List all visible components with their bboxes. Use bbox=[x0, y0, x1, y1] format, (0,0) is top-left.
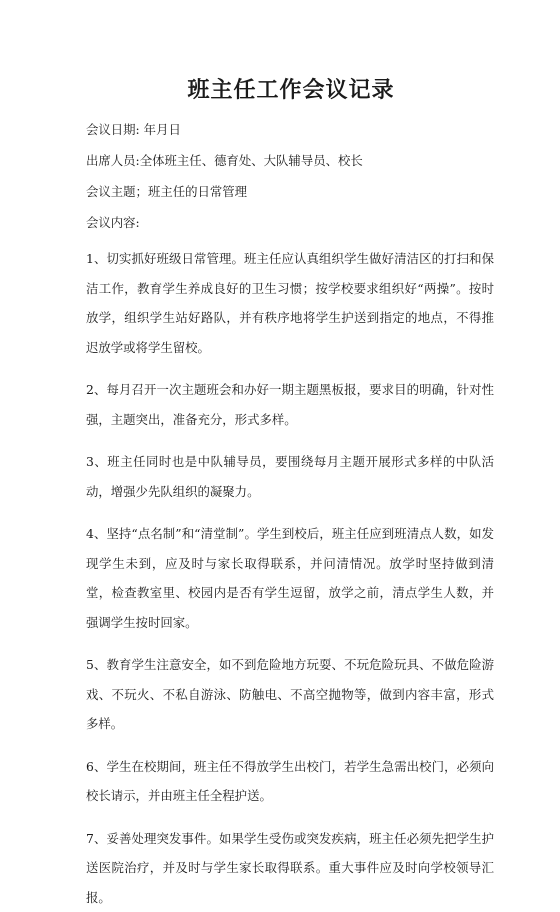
content-item-5: 5、教育学生注意安全，如不到危险地方玩耍、不玩危险玩具、不做危险游戏、不玩火、不私自游泳、防触电、不高空抛物等，做到内容丰富，形式多样。 bbox=[86, 650, 494, 739]
content-item-2: 2、每月召开一次主题班会和办好一期主题黑板报，要求目的明确，针对性强，主题突出，准备充分，形式多样。 bbox=[86, 375, 494, 434]
content-item-6: 6、学生在校期间，班主任不得放学生出校门，若学生急需出校门，必须向校长请示，并由班主任全程护送。 bbox=[86, 752, 494, 811]
meeting-attendees: 出席人员:全体班主任、德育处、大队辅导员、校长 bbox=[86, 152, 494, 170]
meeting-topic: 会议主题；班主任的日常管理 bbox=[86, 183, 494, 201]
content-item-1: 1、切实抓好班级日常管理。班主任应认真组织学生做好清洁区的打扫和保洁工作，教育学生养成良好的卫生习惯；按学校要求组织好“两操”。按时放学，组织学生站好路队，并有秩序地将学生护送到指定的地点，不得推迟放学或将学生留校。 bbox=[86, 244, 494, 362]
content-item-3: 3、班主任同时也是中队辅导员，要围绕每月主题开展形式多样的中队活动，增强少先队组织的凝聚力。 bbox=[86, 447, 494, 506]
meeting-date: 会议日期: 年月日 bbox=[86, 121, 494, 139]
document-title: 班主任工作会议记录 bbox=[86, 76, 494, 106]
content-item-7: 7、妥善处理突发事件。如果学生受伤或突发疾病，班主任必须先把学生护送医院治疗，并及时与学生家长取得联系。重大事件应及时向学校领导汇报。 bbox=[86, 824, 494, 912]
meeting-content-heading: 会议内容: bbox=[86, 214, 494, 232]
content-item-4: 4、坚持“点名制”和“清堂制”。学生到校后，班主任应到班清点人数，如发现学生未到，应及时与家长取得联系，并问清情况。放学时坚持做到清堂，检查教室里、校园内是否有学生逗留，放学之前，清点学生人数，并强调学生按时回家。 bbox=[86, 519, 494, 637]
